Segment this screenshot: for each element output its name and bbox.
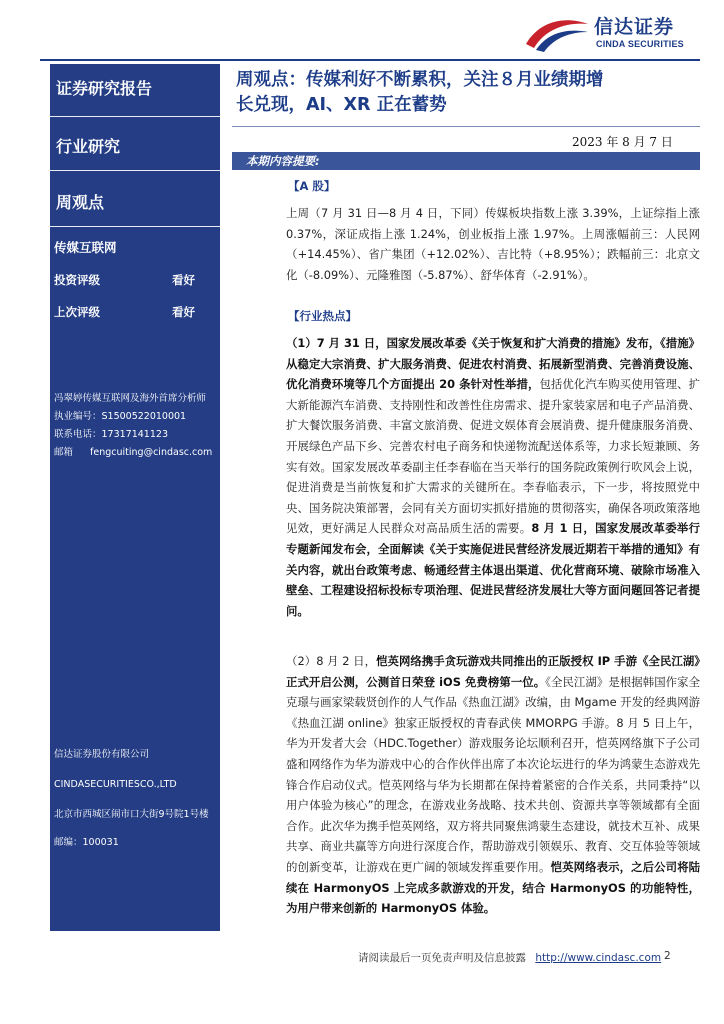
hot-topic-1-lead: （1）7 月 31 日，国家发展改革委《关于恢复和扩大消费的措施》发布，《措施》从稳定大宗消费、扩大服务消费、促进农村消费、拓展新型消费、完善消费设施、优化消费环境等几个方面提出 20 条针对性举措， [286,336,700,392]
market-summary: 上周（7 月 31 日—8 月 4 日，下同）传媒板块指数上涨 3.39%，上证综指上涨 0.37%，深证成指上涨 1.24%，创业板指上涨 1.97%。上周涨幅前三：人民网（+14.45%）、省广集团（+12.02%）、吉比特（+8.95%）；跌幅前三：北京文化（-8.09%）、元隆雅图（-5.87%）、舒华体育（-2.91%）。 [286,206,700,282]
disclaimer-text: 请阅读最后一页免责声明及信息披露 [358,952,526,964]
logo-text-en: CINDA SECURITIES [596,39,684,49]
sidebar [50,64,220,931]
report-subcategory: 周观点 [56,193,105,212]
license-number: 执业编号：S1500522010001 [54,411,187,422]
summary-label: 本期内容提要: [246,154,320,168]
website-link[interactable]: http://www.cindasc.com [535,952,662,964]
hot-topic-2-closing: 恺英网络表示，之后公司将陆续在 HarmonyOS 上完成多款游戏的开发，结合 HarmonyOS 的功能特性，为用户带来创新的 HarmonyOS 体验。 [286,859,700,916]
report-category: 行业研究 [56,137,121,156]
company-name-en: CINDASECURITIESCO.,LTD [54,779,177,790]
hot-topic-2-date: （2）8 月 2 日， [286,654,377,668]
industry-name: 传媒互联网 [54,240,117,255]
sidebar-divider [50,116,220,117]
header-divider [40,59,700,61]
hot-topic-1-body: 包括优化汽车购买使用管理、扩大新能源汽车消费、支持刚性和改善性住房需求、提升家装家居和电子产品消费、扩大餐饮服务消费、丰富文旅消费、促进文娱体育会展消费、提升健康服务消费、开展绿色产品下乡、完善农村电子商务和快递物流配送体系等，力求长短兼顾、务实有效。国家发展改革委副主任李春临在当天举行的国务院政策例行吹风会上说，促进消费是当前恢复和扩大需求的关键所在。李春临表示，下一步，将按照党中央、国务院决策部署，会同有关方面切实抓好措施的贯彻落实，确保各项政策落地见效，更好满足人民群众对高品质生活的需要。 [286,377,700,536]
prev-rating-value: 看好 [172,305,195,319]
email-link[interactable]: fengcuiting@cindasc.com [90,447,213,458]
title-divider [232,126,700,127]
title-line-1: 周观点：传媒利好不断累积，关注８月业绩期增 [236,70,604,90]
logo-swoosh-icon [522,14,592,54]
summary-header [232,152,700,170]
report-date: 2023 年 8 月 7 日 [572,135,673,149]
prev-rating-label: 上次评级 [54,305,100,319]
logo-text-cn: 信达证券 [594,16,675,38]
rating-label: 投资评级 [54,273,100,287]
section-a-share: 【A 股】 [288,179,336,193]
hot-topic-2-lead: 恺英网络携手贪玩游戏共同推出的正版授权 IP 手游《全民江湖》正式开启公测，公测首日荣登 iOS 免费榜第一位。 [286,654,700,689]
hot-topic-2-body: 《全民江湖》是根据韩国作家全克璟与画家梁载贤创作的人气作品《热血江湖》改编，由 Mgame 开发的经典网游《热血江湖 online》独家正版授权的青春武侠 MMORPG 手游。8 月 5 日上午，华为开发者大会（HDC.Together）游戏服务论坛顺利召开，恺英网络旗下子公司盛和网络作为华为游戏中心的合作伙伴出席了本次论坛进行的华为鸿蒙生态游戏先锋合作启动仪式。恺英网络与华为长期都在保持着紧密的合作关系，共同秉持“以用户体验为核心”的理念，在游戏业务战略、技术共创、资源共享等领域都有全面合作。此次华为携手恺英网络，双方将共同聚焦鸿蒙生态建设，就技术互补、成果共享、商业共赢等方向进行深度合作，帮助游戏引领娱乐、教育、交互体验等领域的创新变革，让游戏在更广阔的领域发挥重要作用。 [286,674,700,874]
title-line-2: 长兑现，AI、XR 正在蓄势 [236,95,447,115]
section-hot-topics: 【行业热点】 [288,309,357,323]
hot-topic-2 [286,651,700,919]
page-number: 2 [664,950,671,962]
page-title [236,68,700,118]
sidebar-divider [50,226,220,227]
company-postcode: 邮编：100031 [54,837,119,848]
hot-topic-1-followup: 8 月 1 日，国家发展改革委举行专题新闻发布会，全面解读《关于实施促进民营经济发展近期若干举措的通知》有关内容，就出台政策考虑、畅通经营主体退出渠道、优化营商环境、破除市场准入壁垒、工程建设招标投标专项治理、促进民营经济发展壮大等方面问题回答记者提问。 [286,521,700,618]
company-logo [522,12,700,56]
footer-disclaimer [358,950,661,965]
phone-number: 联系电话：17317141123 [54,429,168,440]
report-type: 证券研究报告 [56,79,153,98]
company-name-cn: 信达证券股份有限公司 [54,749,150,760]
analyst-info: 冯翠婷传媒互联网及海外首席分析师 [54,393,207,404]
company-address: 北京市西城区闹市口大街9号院1号楼 [54,809,209,820]
email-label: 邮箱 [54,447,74,458]
hot-topic-1 [286,333,700,621]
sidebar-divider [50,170,220,171]
email-row [54,444,212,462]
rating-value: 看好 [172,273,195,287]
